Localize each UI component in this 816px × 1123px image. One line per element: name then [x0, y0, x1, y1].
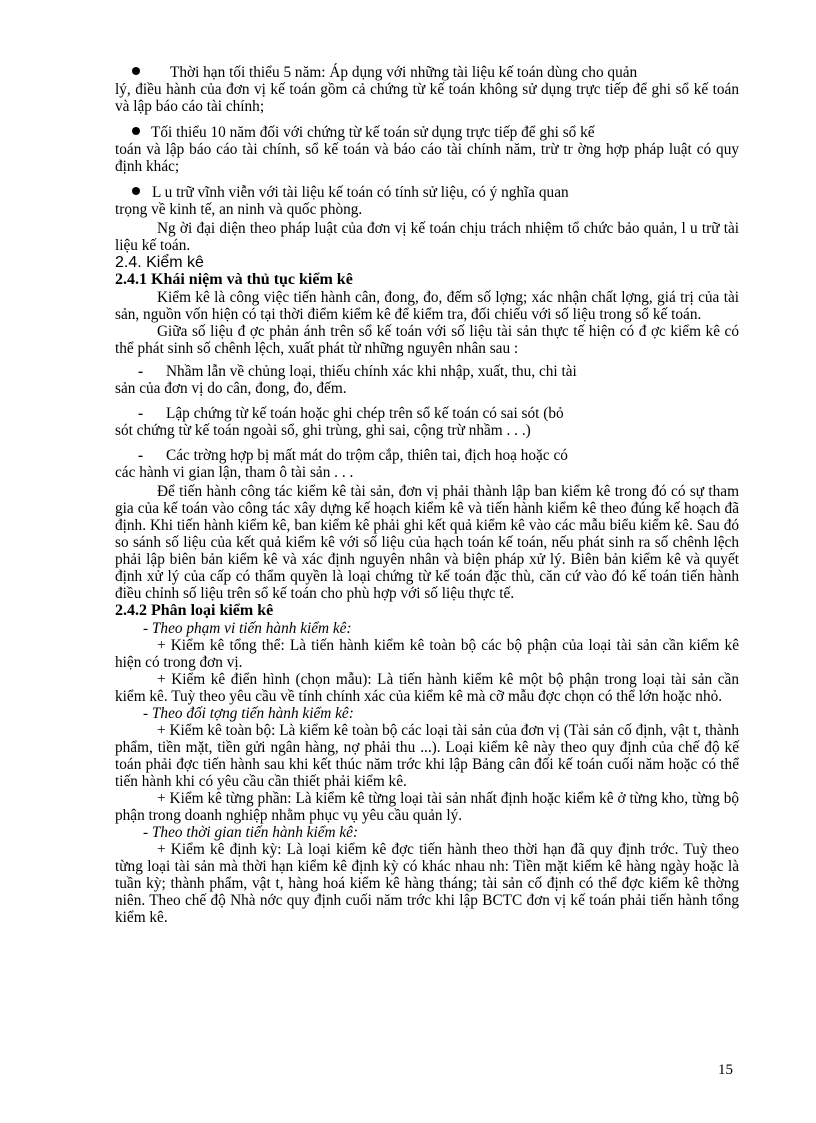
object-item: + Kiểm kê từng phần: Là kiểm kê từng loại tài sản nhất định hoặc kiểm kê ở từng kho, từng bộ phận trong doanh nghiệp nhằm phục vụ yêu cầu quản lý. [115, 790, 739, 824]
bullet-text-cont: toán và lập báo cáo tài chính, sổ kế toán và báo cáo tài chính năm, trừ tr ờng hợp pháp luật có quy định khác; [115, 141, 739, 175]
bullet-text: L u trữ vĩnh viễn với tài liệu kế toán có tính sử liệu, có ý nghĩa quan [152, 184, 569, 201]
bullet-retention-10-years [115, 124, 739, 175]
definition-paragraph: Kiểm kê là công việc tiến hành cân, đong, đo, đếm số lợng; xác nhận chất lợng, giá trị của tài sản, nguồn vốn hiện có tại thời điểm kiểm kê để kiểm tra, đối chiếu với số liệu trong sổ kế toán. [115, 289, 739, 323]
representative-paragraph: Ng ời đại diện theo pháp luật của đơn vị kế toán chịu trách nhiệm tổ chức bảo quản, l u trữ tài liệu kế toán. [115, 220, 739, 254]
cause-item: -Nhầm lẫn về chủng loại, thiếu chính xác khi nhập, xuất, thu, chi tài sản của đơn vị do cân, đong, đo, đếm. [115, 363, 739, 397]
object-heading: - Theo đối tợng tiến hành kiểm kê: [143, 705, 354, 722]
cause-item: -Các trờng hợp bị mất mát do trộm cắp, thiên tai, địch hoạ hoặc có các hành vi gian lận, tham ô tài sản . . . [115, 447, 739, 481]
cause-item: -Lập chứng từ kế toán hoặc ghi chép trên sổ kế toán có sai sót (bỏ sót chứng từ kế toán ngoài sổ, ghi trùng, ghi sai, cộng trừ nhầm . . .) [115, 405, 739, 439]
document-page [115, 64, 739, 926]
time-item: + Kiểm kê định kỳ: Là loại kiểm kê đợc tiến hành theo thời hạn đã quy định trớc. Tuỳ theo từng loại tài sản mà thời hạn kiểm kê định kỳ có khác nhau nh: Tiền mặt kiểm kê hàng ngày hoặc là tuần kỳ; thành phẩm, vật t, hàng hoá kiểm kê hàng tháng; tài sản cố định có thể đợc kiểm kê thờng niên. Theo chế độ Nhà nớc quy định cuối năm trớc khi lập BCTC đơn vị kế toán phải tiến hành tổng kiểm kê. [115, 841, 739, 926]
time-heading: - Theo thời gian tiến hành kiểm kê: [143, 824, 359, 841]
scope-item: + Kiểm kê tổng thể: Là tiến hành kiểm kê toàn bộ các bộ phận của loại tài sản cần kiểm kê hiện có trong đơn vị. [115, 637, 739, 671]
bullet-text: Thời hạn tối thiểu 5 năm: Áp dụng với những tài liệu kế toán dùng cho quản [170, 64, 638, 81]
dash-marker [115, 447, 166, 464]
section-2-4-2-title: 2.4.2 Phân loại kiểm kê [115, 602, 274, 619]
bullet-icon [132, 127, 140, 135]
bullet-text-cont: lý, điều hành của đơn vị kế toán gồm cả chứng từ kế toán không sử dụng trực tiếp để ghi sổ kế toán và lập báo cáo tài chính; [115, 81, 739, 115]
page-number: 15 [718, 1062, 733, 1078]
scope-heading: - Theo phạm vi tiến hành kiểm kê: [143, 620, 352, 637]
section-2-4-title: 2.4. Kiểm kê [115, 254, 204, 271]
bullet-retention-permanent [115, 184, 739, 218]
dash-marker [115, 363, 166, 380]
procedure-paragraph: Để tiến hành công tác kiểm kê tài sản, đơn vị phải thành lập ban kiểm kê trong đó có sự tham gia của kế toán vào công tác xây dựng kế hoạch kiểm kê và tiến hành kiểm kê theo đúng kế hoạch đã định. Khi tiến hành kiểm kê, ban kiểm kê phải ghi kết quả kiểm kê vào các mẫu biểu kiểm kê. Sau đó so sánh số liệu của kết quả kiểm kê với số liệu của hạch toán kế toán, nếu phát sinh ra số chênh lệch phải lập biên bản kiểm kê và xác định nguyên nhân và biện pháp xử lý. Biên bản kiểm kê và quyết định xử lý của cấp có thẩm quyền là loại chứng từ kế toán đặc thù, căn cứ vào đó kế toán tiến hành điều chỉnh số liệu trên sổ kế toán cho phù hợp với số liệu thực tế. [115, 483, 739, 602]
bullet-icon [132, 67, 140, 75]
bullet-icon [132, 187, 140, 195]
bullet-text-cont: trọng về kinh tế, an ninh và quốc phòng. [115, 201, 363, 218]
difference-paragraph: Giữa số liệu đ ợc phản ánh trên sổ kế toán với số liệu tài sản thực tế hiện có đ ợc kiểm kê có thể phát sinh số chênh lệch, xuất phát từ những nguyên nhân sau : [115, 323, 739, 357]
object-item: + Kiểm kê toàn bộ: Là kiểm kê toàn bộ các loại tài sản của đơn vị (Tài sản cố định, vật t, thành phẩm, tiền mặt, tiền gửi ngân hàng, nợ phải thu ...). Loại kiểm kê này theo quy định của chế độ kế toán phải đợc tiến hành sau khi kết thúc năm trớc khi lập Bảng cân đối kế toán cuối năm hoặc có thể tiến hành khi có yêu cầu cần thiết phải kiểm kê. [115, 722, 739, 790]
scope-item: + Kiểm kê điển hình (chọn mẫu): Là tiến hành kiểm kê một bộ phận trong loại tài sản cần kiểm kê. Tuỳ theo yêu cầu về tính chính xác của kiểm kê mà cỡ mẫu đợc chọn có thể lớn hoặc nhỏ. [115, 671, 739, 705]
bullet-retention-5-years [115, 64, 739, 115]
dash-marker [115, 405, 166, 422]
section-2-4-1-title: 2.4.1 Khái niệm và thủ tục kiểm kê [115, 271, 353, 288]
bullet-text: Tối thiểu 10 năm đối với chứng từ kế toán sử dụng trực tiếp để ghi sổ kế [151, 124, 595, 141]
